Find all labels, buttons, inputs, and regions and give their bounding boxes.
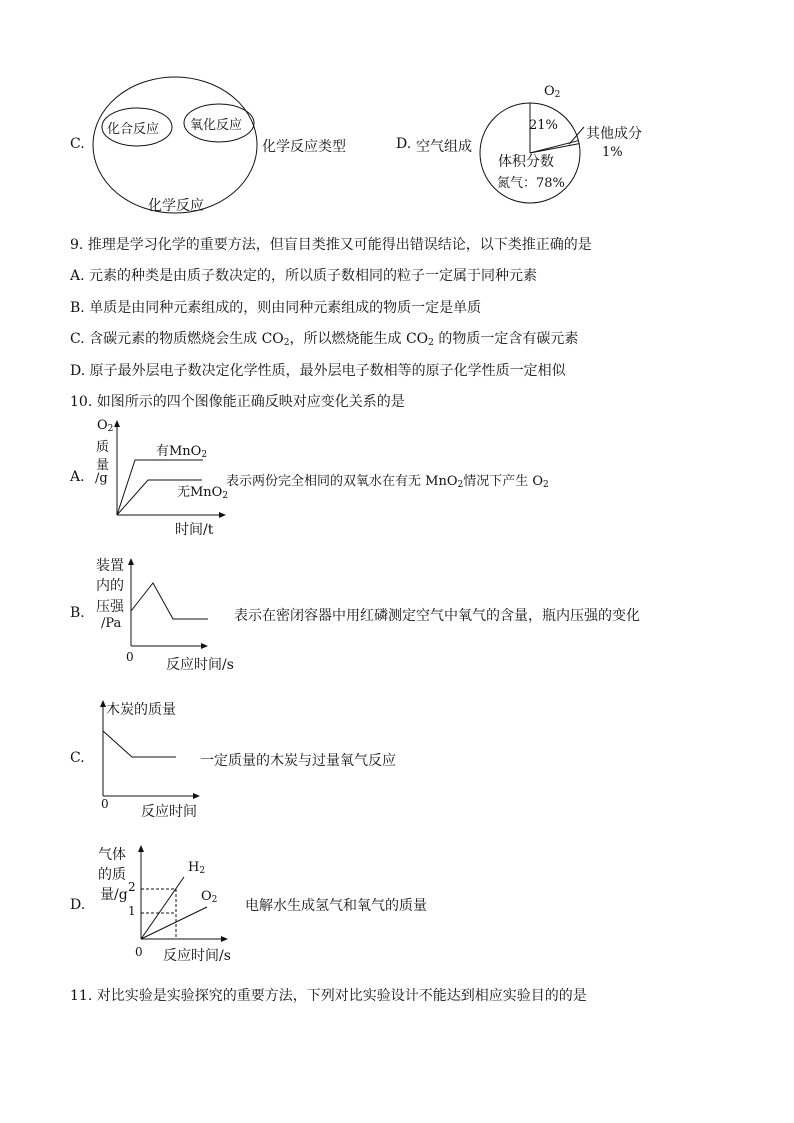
graph-d-o2-line (141, 907, 207, 939)
graph-d-tick-1: 1 (128, 904, 136, 918)
o2-label: $O_2$ (544, 84, 561, 100)
option-letter-c: C. (70, 136, 85, 152)
graph-c-mass-line (103, 731, 176, 757)
graph-d-h2-label: $H_2$ (188, 860, 206, 876)
graph-a-ylabel-4: /g (95, 471, 108, 486)
pie-other-leader (569, 127, 584, 144)
graph-d-h2-line (141, 877, 184, 939)
graph-d-y-arrow (138, 845, 144, 852)
graph-b-pressure-line (131, 583, 208, 619)
graph-b-x-arrow (201, 643, 208, 649)
graph-a-ylabel-1: $O_2$ (97, 418, 114, 434)
q10-letter-d: D. (70, 897, 86, 913)
graph-a (110, 420, 230, 520)
q9-option-c: C. 含碳元素的物质燃烧会生成 $CO_2$，所以燃烧能生成 $CO_2$ 的物质一定含有碳元素 (70, 331, 579, 348)
reaction-types-diagram (90, 75, 260, 215)
graph-c (96, 700, 206, 800)
q9-option-a: A. 元素的种类是由质子数决定的，所以质子数相同的粒子一定属于同种元素 (70, 268, 538, 284)
graph-b-ylabel-1: 装置 (96, 558, 124, 574)
graph-a-xlabel: 时间/t (175, 522, 214, 538)
graph-b-xlabel: 反应时间/s (166, 657, 234, 673)
graph-c-xlabel: 反应时间 (141, 804, 197, 820)
graph-c-y-arrow (100, 700, 106, 707)
q10-b-desc: 表示在密闭容器中用红磷测定空气中氧气的含量，瓶内压强的变化 (234, 608, 640, 624)
q9-option-d: D. 原子最外层电子数决定化学性质，最外层电子数相等的原子化学性质一定相似 (70, 363, 566, 379)
q10-c-desc: 一定质量的木炭与过量氧气反应 (200, 753, 396, 769)
outer-ellipse (93, 77, 257, 213)
q10-letter-c: C. (70, 750, 85, 766)
q9-stem: 9. 推理是学习化学的重要方法，但盲目类推又可能得出错误结论，以下类推正确的是 (70, 237, 592, 253)
pie-caption: 空气组成 (416, 139, 472, 155)
o2-percent: 21% (529, 118, 558, 133)
graph-a-x-arrow (219, 512, 226, 518)
graph-c-x-arrow (193, 793, 200, 799)
option-letter-d: D. (396, 136, 412, 152)
graph-d-o2-label: $O_2$ (201, 889, 218, 905)
other-percent: 1% (602, 145, 623, 160)
graph-d-tick-2: 2 (128, 880, 136, 894)
graph-d-origin: 0 (135, 945, 143, 959)
graph-a-ylabel-2: 质 (96, 440, 110, 455)
graph-a-ylabel-3: 量 (96, 458, 110, 473)
graph-b-origin: 0 (126, 650, 134, 664)
graph-b-ylabel-4: /Pa (101, 616, 122, 631)
q10-letter-a: A. (70, 469, 85, 485)
graph-d-ylabel-3: 量/g (100, 887, 128, 903)
graph-c-ylabel: 木炭的质量 (106, 702, 176, 718)
q10-letter-b: B. (70, 605, 85, 621)
q11-stem: 11. 对比实验是实验探究的重要方法，下列对比实验设计不能达到相应实验目的的是 (70, 988, 587, 1004)
q10-stem: 10. 如图所示的四个图像能正确反映对应变化关系的是 (70, 394, 405, 410)
q10-a-desc: 表示两份完全相同的双氧水在有无 MnO$_2$情况下产生 $O_2$ (226, 474, 549, 490)
q10-d-desc: 电解水生成氢气和氧气的质量 (245, 898, 427, 914)
graph-a-y-arrow (114, 420, 120, 427)
graph-b-ylabel-2: 内的 (96, 578, 124, 594)
graph-d (134, 845, 234, 945)
graph-b-y-arrow (128, 558, 134, 565)
n2-label: 氮气：78% (497, 176, 565, 191)
graph-d-ylabel-1: 气体 (98, 847, 126, 863)
other-label: 其他成分 (586, 126, 642, 142)
graph-d-xlabel: 反应时间/s (163, 948, 231, 964)
graph-d-x-arrow (221, 936, 228, 942)
label-combination-reaction: 化合反应 (107, 122, 160, 137)
graph-a-label-with: 有MnO$_2$ (156, 444, 208, 460)
graph-d-ylabel-2: 的质 (98, 867, 126, 883)
label-reaction-types: 化学反应类型 (262, 139, 346, 155)
label-chemical-reaction: 化学反应 (148, 198, 204, 214)
graph-c-origin: 0 (101, 797, 109, 811)
pie-center-label: 体积分数 (498, 154, 554, 170)
graph-b (124, 558, 214, 648)
label-oxidation-reaction: 氧化反应 (190, 118, 243, 133)
graph-b-ylabel-3: 压强 (96, 599, 124, 615)
graph-a-label-without: 无MnO$_2$ (177, 485, 229, 501)
q9-option-b: B. 单质是由同种元素组成的，则由同种元素组成的物质一定是单质 (70, 300, 482, 316)
